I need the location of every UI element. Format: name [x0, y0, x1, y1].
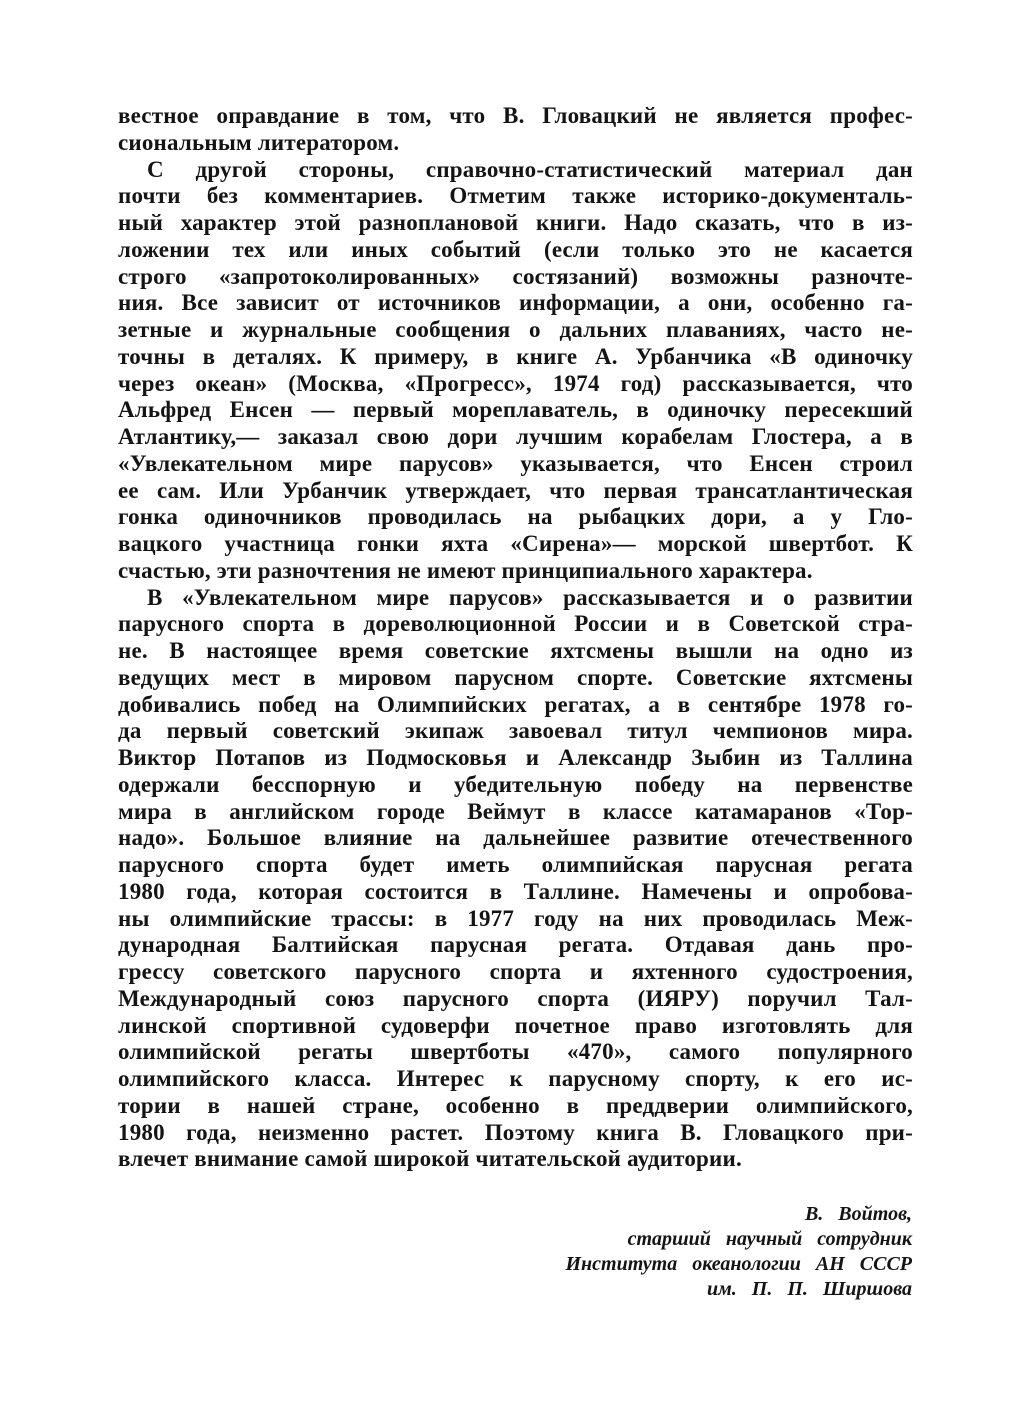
- text-line: Международный союз парусного спорта (ИЯРУ) поручил Тал-: [118, 985, 913, 1011]
- text-line: ный характер этой разноплановой книги. Надо сказать, что в из-: [118, 210, 913, 235]
- text-line: ведущих мест в мировом парусном спорте. Советские яхтсмены: [118, 664, 913, 690]
- signature-institution-name: им. П. П. Ширшова: [706, 1278, 912, 1300]
- text-line: почти без комментариев. Отметим также историко-документаль-: [118, 183, 913, 209]
- text-line: парусного спорта в дореволюционной России и в Советской стра-: [118, 611, 913, 637]
- paragraph: [118, 585, 913, 1174]
- text-line: через океан» (Москва, «Прогресс», 1974 год) рассказывается, что: [118, 370, 913, 396]
- signature-position: старший научный сотрудник: [627, 1228, 912, 1250]
- text-line: ны олимпийские трассы: в 1977 году на них проводилась Меж-: [118, 905, 913, 931]
- text-line: Атлантику,— заказал свою дори лучшим корабелам Глостера, а в: [118, 424, 913, 449]
- text-line: гонка одиночников проводилась на рыбацких дори, а у Гло-: [118, 504, 913, 530]
- text-line: ния. Все зависит от источников информации, а они, особенно га-: [118, 290, 913, 316]
- paragraph: [118, 157, 913, 585]
- text-line: добивались побед на Олимпийских регатах, а в сентябре 1978 го-: [118, 691, 913, 717]
- text-line: точны в деталях. К примеру, в книге А. Урбанчика «В одиночку: [118, 343, 913, 369]
- text-line: одержали бесспорную и убедительную победу на первенстве: [118, 771, 913, 797]
- text-line: линской спортивной судоверфи почетное право изготовлять для: [118, 1012, 913, 1038]
- text-line: мира в английском городе Веймут в классе катамаранов «Тор-: [118, 798, 913, 824]
- signature-name: В. Войтов,: [804, 1203, 912, 1225]
- text-line: «Увлекательном мире парусов» указывается, что Енсен строил: [118, 450, 913, 476]
- paragraph: [118, 103, 913, 157]
- text-line: счастью, эти разночтения не имеют принципиального характера.: [118, 557, 813, 583]
- text-line: не. В настоящее время советские яхтсмены вышли на одно из: [118, 638, 913, 663]
- text-line: Виктор Потапов из Подмосковья и Александр Зыбин из Таллина: [118, 745, 913, 770]
- text-line: вестное оправдание в том, что В. Гловацкий не является профес-: [118, 103, 913, 128]
- text-line: В «Увлекательном мире парусов» рассказывается и о развитии: [147, 584, 913, 610]
- author-signature: [566, 1202, 913, 1302]
- body-text: [118, 103, 913, 1173]
- text-line: зетные и журнальные сообщения о дальних плаваниях, часто не-: [118, 317, 913, 342]
- text-line: тории в нашей стране, особенно в преддверии олимпийского,: [118, 1092, 913, 1118]
- text-line: сиональным литератором.: [118, 129, 400, 155]
- text-line: ложении тех или иных событий (если только это не касается: [118, 236, 913, 262]
- text-line: Альфред Енсен — первый мореплаватель, в одиночку пересекший: [118, 397, 913, 423]
- text-line: дународная Балтийская парусная регата. Отдавая дань про-: [118, 932, 913, 958]
- text-line: 1980 года, которая состоится в Таллине. Намечены и опробова-: [118, 878, 913, 904]
- text-line: олимпийской регаты швертботы «470», самого популярного: [118, 1039, 913, 1065]
- text-line: С другой стороны, справочно-статистический материал дан: [147, 156, 913, 182]
- text-line: 1980 года, неизменно растет. Поэтому книга В. Гловацкого при-: [118, 1119, 913, 1145]
- text-line: вацкого участница гонки яхта «Сирена»— морской швертбот. К: [118, 531, 913, 556]
- text-line: надо». Большое влияние на дальнейшее развитие отечественного: [118, 825, 913, 851]
- text-line: олимпийского класса. Интерес к парусному спорту, к его ис-: [118, 1066, 913, 1091]
- signature-institution: Института океанологии АН СССР: [565, 1253, 912, 1275]
- text-line: строго «запротоколированных» состязаний) возможны разночте-: [118, 263, 913, 289]
- text-line: да первый советский экипаж завоевал титул чемпионов мира.: [118, 718, 913, 744]
- text-line: парусного спорта будет иметь олимпийская парусная регата: [118, 852, 913, 877]
- text-line: влечет внимание самой широкой читательской аудитории.: [118, 1146, 742, 1172]
- text-line: ее сам. Или Урбанчик утверждает, что первая трансатлантическая: [118, 477, 913, 503]
- text-line: грессу советского парусного спорта и яхтенного судостроения,: [118, 959, 913, 984]
